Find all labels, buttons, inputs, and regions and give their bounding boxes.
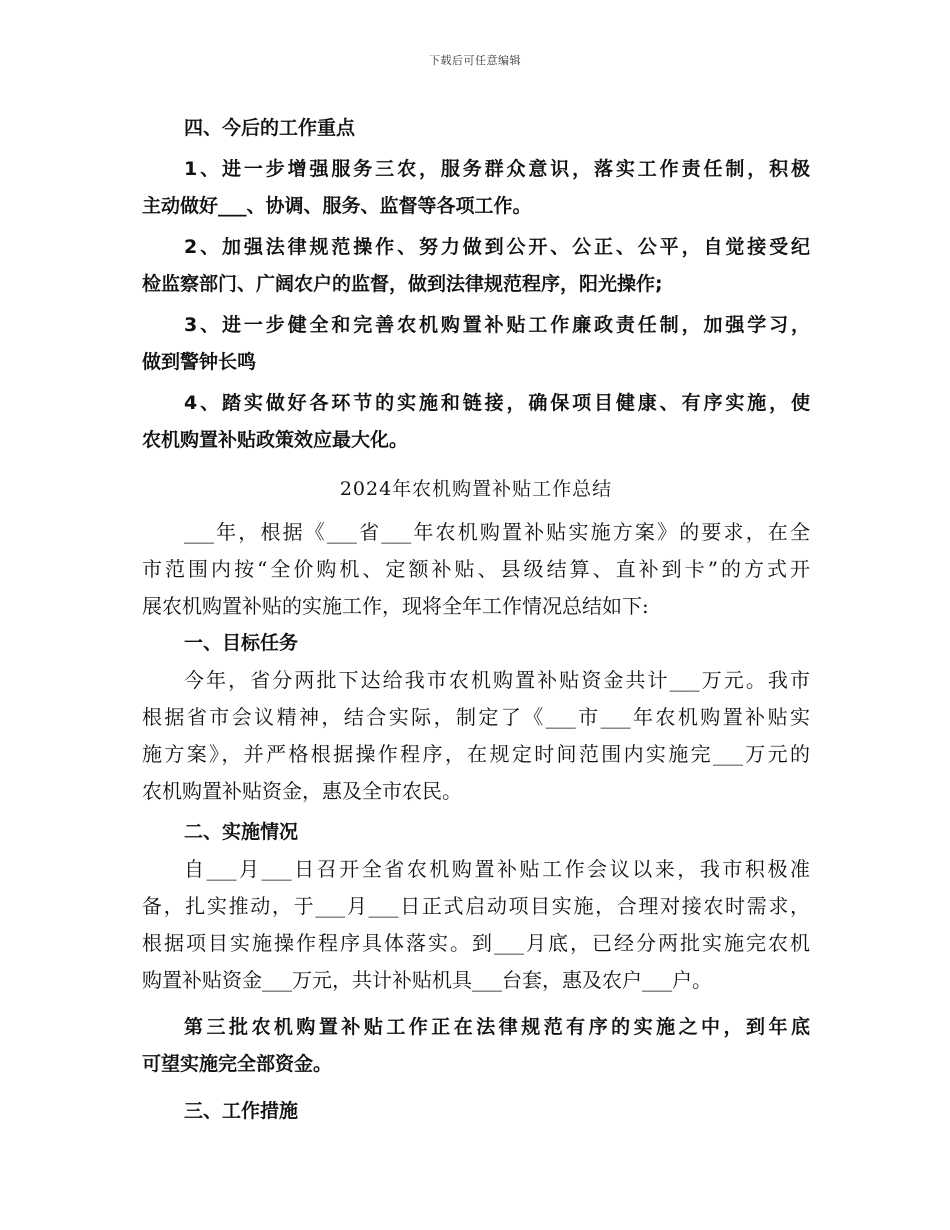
future-item-4-line-1: 4、踏实做好各环节的实施和链接，确保项目健康、有序实施，使: [184, 392, 810, 414]
intro-line-3: 展农机购置补贴的实施工作，现将全年工作情况总结如下:: [142, 594, 649, 618]
document-body: [142, 110, 810, 1130]
future-item-3-line-2: 做到警钟长鸣: [142, 351, 257, 373]
implementation-bold-line-2: 可望实施完全部资金。: [142, 1053, 333, 1075]
page-header: 下载后可任意编辑: [429, 54, 521, 67]
target-line-2: 根据省市会议精神，结合实际，制定了《___市___年农机购置补贴实: [142, 705, 810, 729]
target-line-4: 农机购置补贴资金，惠及全市农民。: [142, 779, 462, 803]
implementation-line-1: 自___月___日召开全省农机购置补贴工作会议以来，我市积极准: [184, 857, 810, 881]
target-line-3: 施方案》，并严格根据操作程序，在规定时间范围内实施完___万元的: [142, 742, 810, 766]
future-item-1-line-1: 1、进一步增强服务三农，服务群众意识，落实工作责任制，积极: [184, 158, 810, 180]
implementation-bold-line-1: 第三批农机购置补贴工作正在法律规范有序的实施之中，到年底: [184, 1016, 810, 1038]
future-item-4-line-2: 农机购置补贴政策效应最大化。: [142, 429, 409, 451]
section-heading-measures: 三、工作措施: [184, 1100, 299, 1122]
section-heading-implementation: 二、实施情况: [184, 821, 299, 843]
future-item-2-line-2: 检监察部门、广阔农户的监督，做到法律规范程序，阳光操作;: [142, 273, 663, 295]
section-heading-target: 一、目标任务: [184, 632, 299, 654]
section-heading-future-focus: 四、今后的工作重点: [184, 117, 356, 139]
implementation-line-3: 根据项目实施操作程序具体落实。到___月底，已经分两批实施完农机: [142, 931, 810, 955]
future-item-2-line-1: 2、加强法律规范操作、努力做到公开、公正、公平，自觉接受纪: [184, 236, 810, 258]
document-title: 2024年农机购置补贴工作总结: [339, 478, 613, 500]
future-item-3-line-1: 3、进一步健全和完善农机购置补贴工作廉政责任制，加强学习，: [184, 314, 810, 336]
implementation-line-2: 备，扎实推动，于___月___日正式启动项目实施，合理对接农时需求，: [142, 894, 810, 918]
intro-line-2: 市范围内按“全价购机、定额补贴、县级结算、直补到卡”的方式开: [142, 557, 810, 581]
intro-line-1: ___年，根据《___省___年农机购置补贴实施方案》的要求，在全: [184, 520, 810, 544]
target-line-1: 今年，省分两批下达给我市农机购置补贴资金共计___万元。我市: [184, 668, 810, 692]
implementation-line-4: 购置补贴资金___万元，共计补贴机具___台套，惠及农户___户。: [142, 968, 712, 992]
future-item-1-line-2: 主动做好___、协调、服务、监督等各项工作。: [142, 195, 532, 217]
